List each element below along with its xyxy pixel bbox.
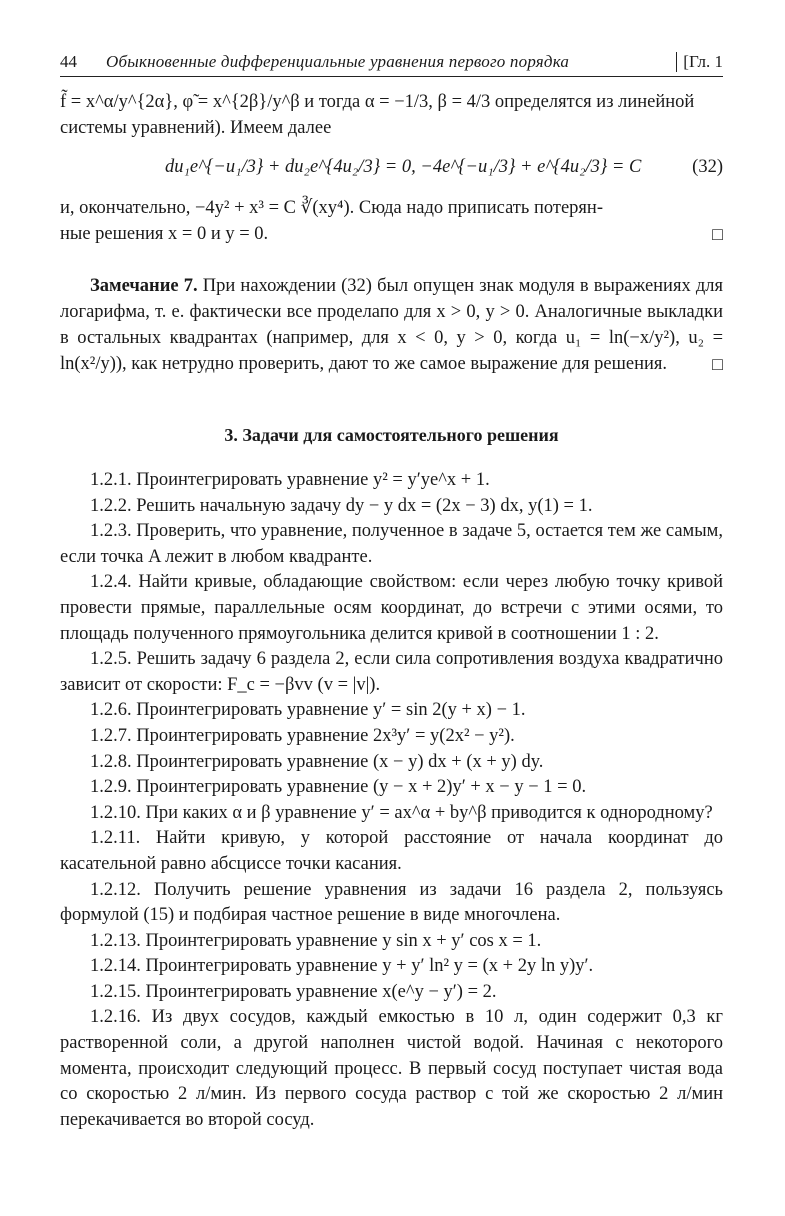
chapter-marker: [Гл. 1 [676,52,723,72]
problem-item: 1.2.14. Проинтегрировать уравнение y + y′ ln² y = (x + 2y ln y)y′. [90,956,594,977]
page [60,52,723,1133]
problem-item: 1.2.6. Проинтегрировать уравнение y′ = sin 2(y + x) − 1. [90,700,526,721]
remark-label: Замечание 7. [90,276,198,296]
equation-32-number: (32) [692,156,723,177]
intro-line-2: системы уравнений). Имеем далее [60,118,332,138]
problem-item: 1.2.16. Из двух сосудов, каждый емкостью в 10 л, один содержит 0,3 кг растворенной соли, а другой наполнен чистой водой. Начиная с некоторого момента, происходит следующий процесс. В первый сосуд поступает чистая вода со скоростью 2 л/мин. Из первого сосуда раствор с той же скоростью 2 л/мин перекачивается во второй сосуд. [60,1007,723,1130]
problem-item: 1.2.9. Проинтегрировать уравнение (y − x + 2)y′ + x − y − 1 = 0. [90,777,587,798]
problem-item: 1.2.2. Решить начальную задачу dy − y dx = (2x − 3) dx, y(1) = 1. [90,495,593,516]
page-number: 44 [60,52,77,71]
running-header [60,52,723,77]
running-title: Обыкновенные дифференциальные уравнения первого порядка [106,52,570,71]
qed-icon: □ [712,354,723,374]
spacer [60,247,723,273]
problem-item: 1.2.1. Проинтегрировать уравнение y² = y′ye^x + 1. [90,470,490,490]
section-title: 3. Задачи для самостоятельного решения [224,425,559,445]
problem-list [60,468,723,1133]
remark-7 [60,273,723,377]
problem-item: 1.2.12. Получить решение уравнения из задачи 16 раздела 2, пользуясь формулой (15) и подбирая частное решение в виде многочлена. [60,879,723,926]
conclusion-line-2 [60,221,723,247]
equation-32-body: du₁e^{−u₁/3} + du₂e^{4u₂/3} = 0, −4e^{−u₁/3} + e^{4u₂/3} = C [165,156,642,177]
problem-item: 1.2.4. Найти кривые, обладающие свойством: если через любую точку кривой провести прямые, параллельные осям координат, до встречи с этими осями, то площадь полученного прямоугольника делится кривой в соотношении 1 : 2. [60,572,723,644]
conclusion-line-2-text: ные решения x = 0 и y = 0. [60,224,269,244]
problem-item: 1.2.5. Решить задачу 6 раздела 2, если сила сопротивления воздуха квадратично зависит от скорости: F_c = −βvv (v = |v|). [60,649,723,695]
problem-item: 1.2.11. Найти кривую, у которой расстояние от начала координат до касательной равно абсциссе точки касания. [60,828,723,874]
problem-item: 1.2.13. Проинтегрировать уравнение y sin x + y′ cos x = 1. [90,930,542,951]
problem-item: 1.2.7. Проинтегрировать уравнение 2x³y′ = y(2x² − y²). [90,725,515,746]
conclusion-line-1: и, окончательно, −4y² + x³ = C ∛(xy⁴). Сюда надо приписать потерян- [60,198,603,218]
remark-text: При нахождении (32) был опущен знак модуля в выражениях для логарифма, т. е. фактически все проделапо для x > 0, y > 0. Аналогичные выкладки в остальных квадрантах (например, для x < 0, y > 0, когда u₁ = ln(−x/y²), u₂ = ln(x²/y)), как нетрудно проверить, дают то же самое выражение для решения. [60,276,724,374]
problem-item: 1.2.10. При каких α и β уравнение y′ = ax^α + by^β приводится к однородному? [90,802,713,823]
problem-item: 1.2.3. Проверить, что уравнение, полученное в задаче 5, остается тем же самым, если точка A лежит в любом квадранте. [60,521,723,567]
problem-item: 1.2.15. Проинтегрировать уравнение x(e^y − y′) = 2. [90,981,497,1002]
problem-item: 1.2.8. Проинтегрировать уравнение (x − y) dx + (x + y) dy. [90,751,544,772]
equation-32 [60,145,723,189]
intro-line-1: f̃ = x^α/y^{2α}, φ̃ = x^{2β}/y^β и тогда α = −1/3, β = 4/3 определятся из линейной [60,92,695,112]
qed-icon: □ [712,224,723,244]
